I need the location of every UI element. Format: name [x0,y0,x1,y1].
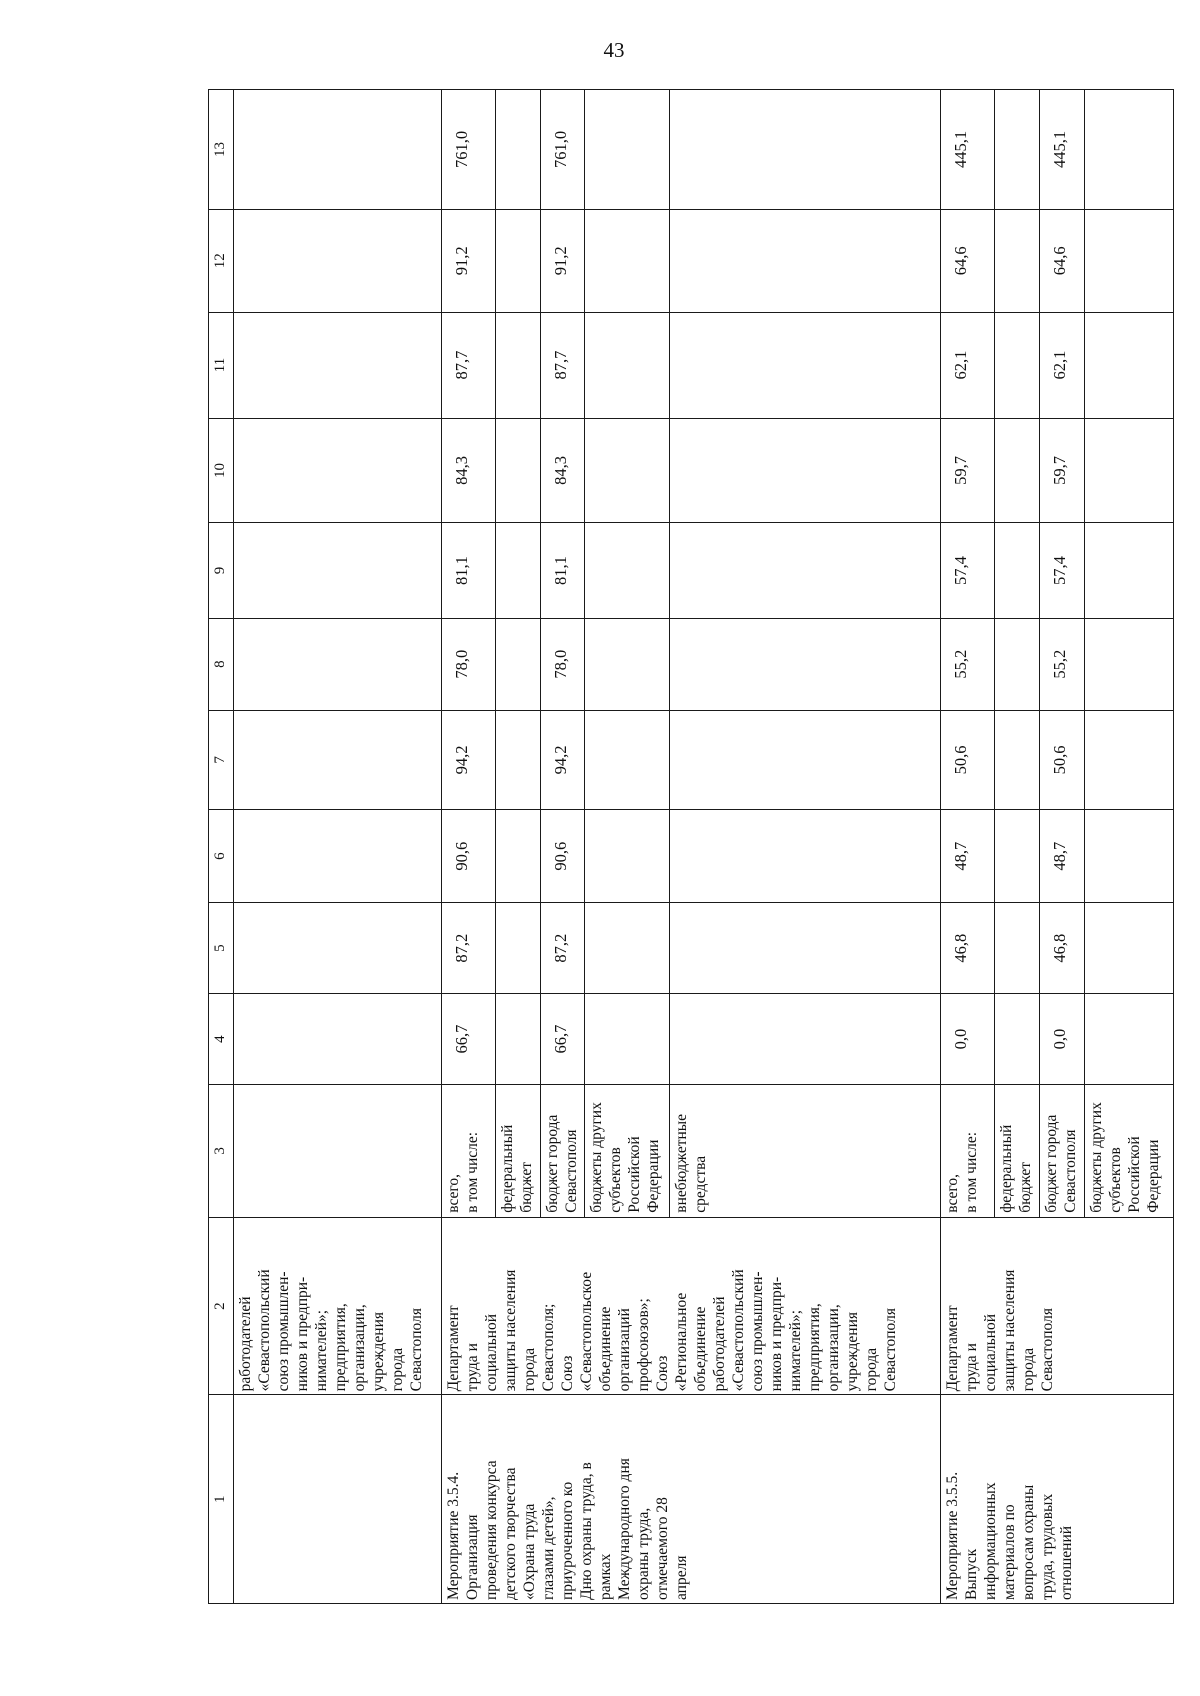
event-executors-line: «Севастопольский [730,1269,748,1392]
column-header: 11 [209,312,234,418]
event-title-line: Организация [464,1514,482,1600]
funding-source [498,1087,536,1213]
funding-source-cell [496,1085,540,1218]
empty-cell [233,710,442,810]
value-cell [496,618,540,710]
value-cell [585,418,670,523]
funding-source-cell [994,1085,1039,1218]
empty-cell [233,903,442,994]
funding-source-cell [1039,1085,1084,1218]
funding-source-line: Федерации [1145,1139,1163,1213]
value-cell: 445,1 [1039,90,1084,210]
funding-source [943,1087,981,1213]
continuation-executors-line: организации, [350,1304,368,1392]
event-executors-line: работодателей [711,1296,729,1392]
event-executors-line: Севастополя [882,1308,900,1392]
value-cell [496,209,540,312]
value-cell: 59,7 [1039,418,1084,523]
event-executors-line: предприятия, [806,1303,824,1392]
funding-row [442,90,496,1604]
value-cell [496,90,540,210]
funding-source-cell [540,1085,584,1218]
event-title-line: отмечаемого 28 [654,1497,672,1600]
header-row [209,90,234,1604]
event-title-line: Дню охраны труда, в [578,1462,596,1600]
empty-cell [233,1085,442,1218]
funding-source [1042,1087,1080,1213]
value-cell: 81,1 [442,523,496,618]
value-cell: 55,2 [1039,618,1084,710]
value-cell: 57,4 [1039,523,1084,618]
value-cell: 50,6 [940,710,994,810]
funding-source-line: Федерации [645,1139,663,1213]
value-cell [1085,994,1174,1085]
value-cell [1085,418,1174,523]
funding-source-line: федеральный [997,1124,1015,1213]
funding-source-line: субъектов [607,1147,625,1213]
value-cell [670,312,940,418]
event-executors-line: города [863,1347,881,1392]
value-cell [585,903,670,994]
value-cell [1085,810,1174,903]
event-title-line: охраны труда, [635,1507,653,1600]
continuation-executors-line: нимателей»; [312,1309,330,1392]
continuation-executors-line: союз промышлен- [274,1271,292,1392]
value-cell [1085,618,1174,710]
value-cell [496,312,540,418]
value-cell [585,618,670,710]
funding-source-line: всего, [445,1173,463,1213]
event-executors-line: социальной [483,1313,501,1392]
table-body [209,90,1174,1604]
funding-source-line: бюджет города [543,1114,561,1213]
event-executors-line: профсоюзов»; [635,1298,653,1392]
value-cell: 46,8 [1039,903,1084,994]
value-cell: 94,2 [540,710,584,810]
value-cell: 84,3 [442,418,496,523]
value-cell: 445,1 [940,90,994,210]
event-title-line: апреля [673,1555,691,1600]
value-cell [994,994,1039,1085]
value-cell [994,618,1039,710]
value-cell: 64,6 [1039,209,1084,312]
event-title-line: приуроченного ко [559,1481,577,1600]
event-executors-line: социальной [981,1313,999,1392]
funding-source-line: Севастополя [562,1129,580,1213]
value-cell [585,710,670,810]
event-title-line: Выпуск [962,1548,980,1600]
column-header: 6 [209,810,234,903]
event-title-line: информационных [981,1482,999,1600]
event-title-line: глазами детей», [540,1496,558,1600]
event-title-line: отношений [1057,1525,1075,1600]
value-cell [1085,523,1174,618]
funding-source [444,1087,482,1213]
event-executors-line: организации, [825,1304,843,1392]
value-cell: 62,1 [1039,312,1084,418]
funding-source-line: федеральный [499,1124,517,1213]
event-title-line: детского творчества [502,1467,520,1600]
continuation-event-cell [233,1395,442,1604]
value-cell: 66,7 [442,994,496,1085]
value-cell [496,523,540,618]
continuation-executors [234,1218,426,1395]
event-executors-line: Севастополя; [540,1303,558,1392]
event-executors-line: «Севастопольское [578,1271,596,1392]
event-executors-line: защиты населения [1000,1269,1018,1392]
column-header: 7 [209,710,234,810]
value-cell: 48,7 [940,810,994,903]
value-cell [496,994,540,1085]
continuation-executors-line: предприятия, [331,1303,349,1392]
event-title [941,1395,1076,1603]
column-header: 5 [209,903,234,994]
value-cell: 87,2 [442,903,496,994]
continuation-executors-cell [233,1217,442,1395]
value-cell [496,418,540,523]
value-cell: 66,7 [540,994,584,1085]
value-cell [496,810,540,903]
funding-source [1087,1087,1163,1213]
value-cell: 81,1 [540,523,584,618]
value-cell: 761,0 [442,90,496,210]
value-cell [994,810,1039,903]
continuation-row [233,90,442,1604]
value-cell: 91,2 [540,209,584,312]
value-cell [994,90,1039,210]
value-cell: 0,0 [1039,994,1084,1085]
empty-cell [233,90,442,210]
column-header: 2 [209,1217,234,1395]
event-executors [442,1218,900,1395]
column-header: 12 [209,209,234,312]
value-cell: 87,2 [540,903,584,994]
value-cell [585,523,670,618]
column-header: 10 [209,418,234,523]
funding-source-line: в том числе: [464,1131,482,1213]
event-executors-line: города [521,1347,539,1392]
value-cell [670,994,940,1085]
value-cell [496,903,540,994]
event-title-line: Мероприятие 3.5.5. [943,1471,961,1600]
value-cell [994,710,1039,810]
column-header: 9 [209,523,234,618]
event-executors-cell [442,1217,940,1395]
event-executors-cell [940,1217,1173,1395]
continuation-executors-line: города [388,1347,406,1392]
value-cell [1085,90,1174,210]
value-cell: 90,6 [540,810,584,903]
empty-cell [233,994,442,1085]
event-title-cell [442,1395,940,1604]
value-cell: 62,1 [940,312,994,418]
value-cell: 94,2 [442,710,496,810]
funding-source [672,1087,710,1213]
funding-source [587,1087,663,1213]
funding-source-line: бюджет [1016,1162,1034,1213]
event-executors-line: Союз [559,1355,577,1392]
event-executors-line: ников и предпри- [768,1276,786,1392]
value-cell: 48,7 [1039,810,1084,903]
event-executors-line: «Региональное [673,1292,691,1392]
column-header: 8 [209,618,234,710]
value-cell [670,523,940,618]
value-cell [585,90,670,210]
funding-source-cell [442,1085,496,1218]
funding-source-line: бюджет города [1042,1114,1060,1213]
event-title-line: труда, трудовых [1038,1493,1056,1600]
event-executors-line: защиты населения [502,1269,520,1392]
empty-cell [233,418,442,523]
value-cell [1085,209,1174,312]
event-executors-line: Департамент [445,1305,463,1392]
value-cell [670,618,940,710]
value-cell: 46,8 [940,903,994,994]
event-executors-line: нимателей»; [787,1309,805,1392]
value-cell: 91,2 [442,209,496,312]
page-number: 43 [603,38,625,62]
funding-source-line: бюджеты других [588,1102,606,1213]
value-cell: 64,6 [940,209,994,312]
value-cell: 57,4 [940,523,994,618]
funding-source [997,1087,1035,1213]
value-cell: 0,0 [940,994,994,1085]
funding-table [208,89,1174,1604]
continuation-executors-line: Севастополя [407,1308,425,1392]
value-cell: 761,0 [540,90,584,210]
event-executors-line: труда и [464,1343,482,1392]
value-cell [994,523,1039,618]
value-cell [670,903,940,994]
funding-source-line: бюджет [518,1162,536,1213]
event-title-line: «Охрана труда [521,1503,539,1600]
funding-source-line: бюджеты других [1088,1102,1106,1213]
event-title-line: вопросам охраны [1019,1484,1037,1600]
empty-cell [233,209,442,312]
event-executors-line: Союз [654,1355,672,1392]
funding-source-line: средства [692,1155,710,1213]
event-executors [941,1218,1057,1395]
event-executors-line: организаций [616,1308,634,1392]
funding-source-line: в том числе: [962,1131,980,1213]
value-cell [994,312,1039,418]
event-executors-line: объединение [692,1306,710,1392]
funding-source-cell [940,1085,994,1218]
event-executors-line: Севастополя [1038,1308,1056,1392]
value-cell [994,903,1039,994]
value-cell [1085,903,1174,994]
funding-source-cell [670,1085,940,1218]
continuation-executors-line: «Севастопольский [255,1269,273,1392]
event-executors-line: города [1019,1347,1037,1392]
value-cell [585,312,670,418]
continuation-executors-line: учреждения [369,1311,387,1392]
empty-cell [233,523,442,618]
event-executors-line: объединение [597,1306,615,1392]
empty-cell [233,810,442,903]
value-cell: 87,7 [540,312,584,418]
value-cell [670,90,940,210]
event-title-line: Мероприятие 3.5.4. [445,1471,463,1600]
value-cell: 59,7 [940,418,994,523]
value-cell [585,209,670,312]
event-executors-line: учреждения [844,1311,862,1392]
value-cell [1085,312,1174,418]
event-title-line: Международного дня [616,1458,634,1600]
event-executors-line: Департамент [943,1305,961,1392]
funding-source-line: Российской [1126,1136,1144,1213]
value-cell [1085,710,1174,810]
column-header: 13 [209,90,234,210]
value-cell [670,418,940,523]
value-cell: 55,2 [940,618,994,710]
empty-cell [233,312,442,418]
funding-source-line: внебюджетные [673,1113,691,1213]
funding-source-line: Российской [626,1136,644,1213]
funding-source-cell [1085,1085,1174,1218]
funding-table-rotated [208,89,1174,1604]
value-cell [994,209,1039,312]
value-cell [585,810,670,903]
value-cell [670,209,940,312]
event-title-cell [940,1395,1173,1604]
event-executors-line: союз промышлен- [749,1271,767,1392]
value-cell: 78,0 [540,618,584,710]
value-cell: 84,3 [540,418,584,523]
value-cell [496,710,540,810]
empty-cell [233,618,442,710]
value-cell [585,994,670,1085]
continuation-executors-line: ников и предпри- [293,1276,311,1392]
funding-source [543,1087,581,1213]
funding-source-cell [585,1085,670,1218]
value-cell [670,810,940,903]
value-cell [670,710,940,810]
event-title-line: рамках [597,1553,615,1600]
funding-row [940,90,994,1604]
continuation-executors-line: работодателей [236,1296,254,1392]
funding-source-line: субъектов [1107,1147,1125,1213]
funding-source-line: всего, [943,1173,961,1213]
value-cell: 78,0 [442,618,496,710]
value-cell: 90,6 [442,810,496,903]
event-title-line: проведения конкурса [483,1460,501,1600]
column-header: 3 [209,1085,234,1218]
event-title [442,1395,691,1603]
value-cell: 50,6 [1039,710,1084,810]
value-cell: 87,7 [442,312,496,418]
value-cell [994,418,1039,523]
column-header: 4 [209,994,234,1085]
column-header: 1 [209,1395,234,1604]
event-executors-line: труда и [962,1343,980,1392]
funding-source-line: Севастополя [1061,1129,1079,1213]
event-title-line: материалов по [1000,1504,1018,1600]
